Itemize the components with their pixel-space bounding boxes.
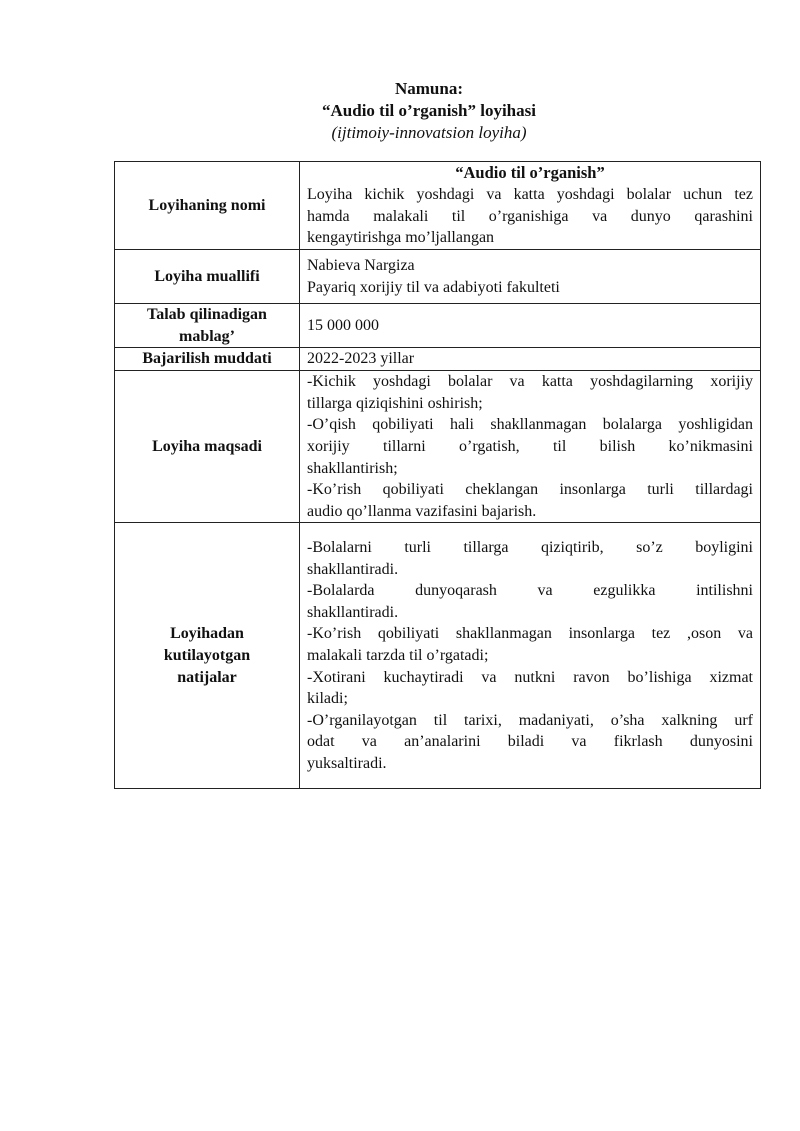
author-name: Nabieva Nargiza — [307, 256, 415, 274]
table-row-duration — [115, 348, 761, 371]
author-faculty: Payariq xorijiy til va adabiyoti fakulteti — [307, 278, 560, 296]
project-name-line: Loyiha kichik yoshdagi va katta yoshdagi bolalar uchun tez — [307, 185, 753, 203]
result-line: -Ko’rish qobiliyati shakllanmagan insonlarga tez ,oson va — [307, 625, 753, 643]
label-results-line: Loyihadan — [170, 625, 244, 643]
budget-amount: 15 000 000 — [307, 316, 379, 334]
label-budget — [115, 304, 300, 348]
label-project-name: Loyihaning nomi — [115, 162, 300, 250]
goal-line: audio qo’llanma vazifasini bajarish. — [307, 502, 537, 520]
result-line: shakllantiradi. — [307, 560, 399, 578]
value-duration — [300, 348, 761, 371]
table-row-project-name — [115, 162, 761, 250]
result-line: shakllantiradi. — [307, 603, 399, 621]
result-line: yuksaltiradi. — [307, 755, 387, 773]
table-row-goal — [115, 371, 761, 523]
result-line: -Bolalarni turli tillarga qiziqtirib, so’z boyligini — [307, 539, 753, 557]
goal-line: tillarga qiziqishini oshirish; — [307, 394, 483, 412]
goal-line: shakllantirish; — [307, 459, 398, 477]
result-line: kiladi; — [307, 690, 348, 708]
result-line: -O’rganilayotgan til tarixi, madaniyati, o’sha xalkning urf — [307, 711, 753, 729]
document-header — [0, 78, 800, 144]
header-project-type: (ijtimoiy-innovatsion loyiha) — [331, 123, 527, 142]
result-line: malakali tarzda til o’rgatadi; — [307, 647, 489, 665]
goal-line: -Ko’rish qobiliyati cheklangan insonlarga turli tillardagi — [307, 481, 753, 499]
project-table — [114, 161, 761, 789]
label-budget-line: mablag’ — [179, 327, 235, 345]
label-results — [115, 523, 300, 789]
result-line: -Xotirani kuchaytiradi va nutkni ravon bo’lishiga xizmat — [307, 668, 753, 686]
header-sample-label: Namuna: — [394, 79, 463, 98]
label-duration: Bajarilish muddati — [115, 348, 300, 371]
project-name-title: “Audio til o’rganish” — [455, 163, 605, 183]
duration-years: 2022-2023 yillar — [307, 350, 415, 368]
goal-line: -O’qish qobiliyati hali shakllanmagan bolalarga yoshligidan — [307, 416, 753, 434]
label-author: Loyiha muallifi — [115, 250, 300, 304]
table-row-results — [115, 523, 761, 789]
result-line: odat va an’analarini biladi va fikrlash dunyosini — [307, 733, 753, 751]
label-budget-line: Talab qilinadigan — [147, 306, 267, 323]
label-goal: Loyiha maqsadi — [115, 371, 300, 523]
value-results — [300, 523, 761, 789]
label-results-line: kutilayotgan — [163, 647, 251, 665]
value-project-name — [300, 162, 761, 250]
result-line: -Bolalarda dunyoqarash va ezgulikka intilishni — [307, 582, 753, 600]
project-name-line: kengaytirishga mo’ljallangan — [307, 229, 495, 247]
header-project-title: “Audio til o’rganish” loyihasi — [322, 101, 536, 120]
value-goal — [300, 371, 761, 523]
value-budget — [300, 304, 761, 348]
goal-line: xorijiy tillarni o’rgatish, til bilish ko’nikmasini — [307, 437, 753, 455]
table-row-author — [115, 250, 761, 304]
value-author — [300, 250, 761, 304]
label-results-line: natijalar — [177, 668, 237, 686]
project-name-line: hamda malakali til o’rganishiga va dunyo qarashini — [307, 207, 753, 225]
table-row-budget — [115, 304, 761, 348]
goal-line: -Kichik yoshdagi bolalar va katta yoshdagilarning xorijiy — [307, 373, 753, 391]
